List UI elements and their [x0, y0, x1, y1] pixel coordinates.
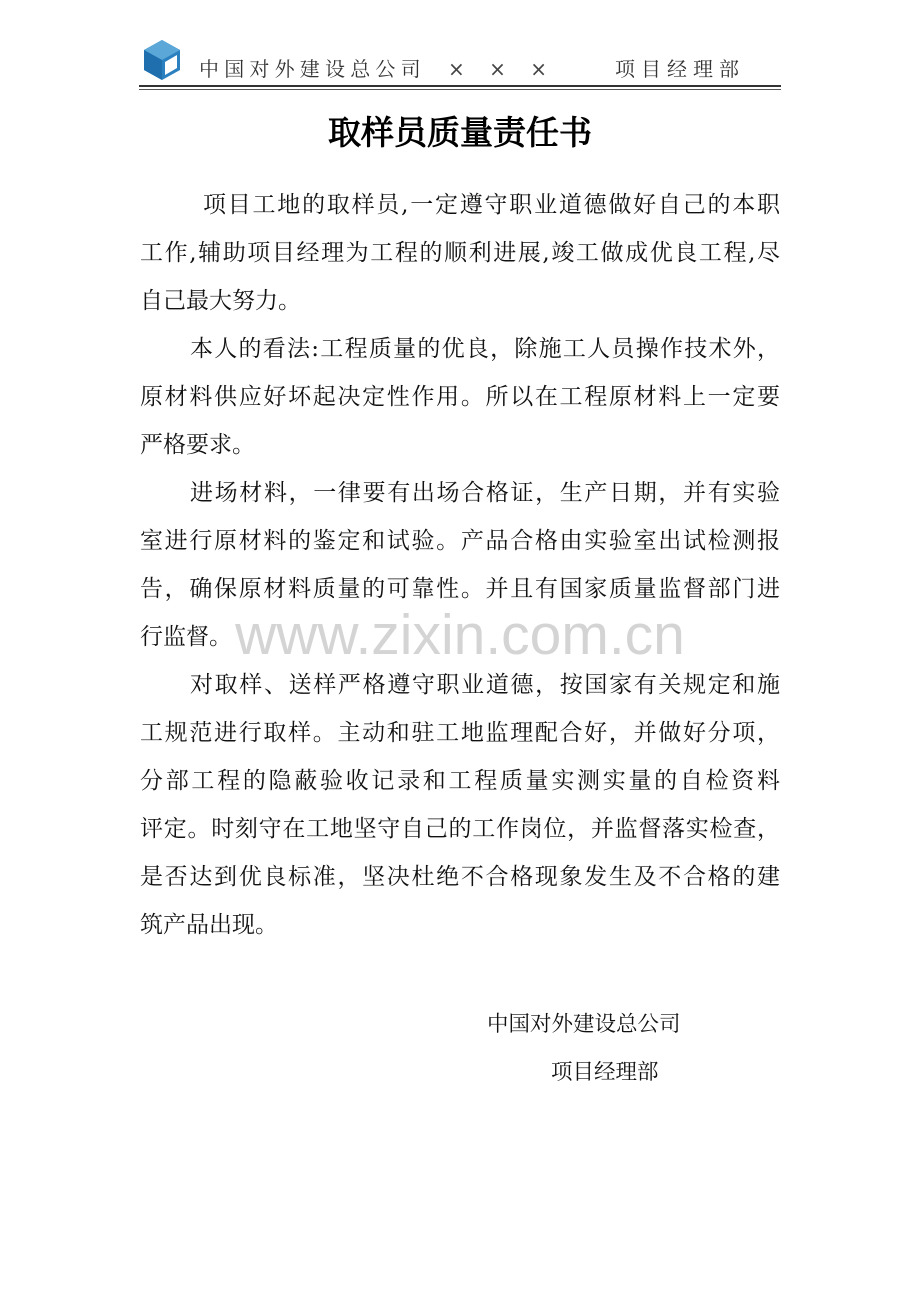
watermark: www.zixin.com.cn: [235, 603, 685, 667]
paragraph-1: [140, 181, 780, 325]
signature-company: 中国对外建设总公司: [487, 1012, 681, 1037]
signature-department: 项目经理部: [551, 1060, 659, 1085]
document-title: 取样员质量责任书: [328, 113, 592, 152]
header-rule-thin: [139, 89, 781, 90]
paragraph-line: 严格要求。: [140, 432, 255, 458]
paragraph-line: 工作,辅助项目经理为工程的顺利进展,竣工做成优良工程,尽: [140, 240, 780, 266]
document-body: [140, 181, 780, 949]
paragraph-line: 筑产品出现。: [140, 912, 278, 938]
header-department: 项目经理部: [615, 57, 745, 81]
paragraph-line: 是否达到优良标准，坚决杜绝不合格现象发生及不合格的建: [140, 864, 780, 890]
paragraph-line: 室进行原材料的鉴定和试验。产品合格由实验室出试检测报: [140, 528, 780, 554]
header-placeholder-marks: × × ×: [448, 57, 553, 81]
paragraph-line: 进场材料，一律要有出场合格证，生产日期，并有实验: [190, 480, 780, 506]
paragraph-line: 原材料供应好坏起决定性作用。所以在工程原材料上一定要: [140, 384, 780, 410]
page-header: [0, 0, 920, 96]
paragraph-4: [140, 661, 780, 949]
paragraph-line: 评定。时刻守在工地坚守自己的工作岗位，并监督落实检查，: [140, 816, 780, 842]
paragraph-line: 自己最大努力。: [140, 288, 301, 314]
cube-logo-icon: [142, 39, 182, 81]
paragraph-line: 行监督。: [140, 624, 232, 650]
paragraph-2: [140, 325, 780, 469]
paragraph-3: [140, 469, 780, 661]
paragraph-line: 本人的看法:工程质量的优良，除施工人员操作技术外，: [190, 336, 780, 362]
paragraph-line: 告，确保原材料质量的可靠性。并且有国家质量监督部门进: [140, 576, 780, 602]
paragraph-line: 工规范进行取样。主动和驻工地监理配合好，并做好分项，: [140, 720, 780, 746]
paragraph-line: 对取样、送样严格遵守职业道德，按国家有关规定和施: [190, 672, 780, 698]
paragraph-line: 项目工地的取样员,一定遵守职业道德做好自己的本职: [203, 192, 780, 218]
paragraph-line: 分部工程的隐蔽验收记录和工程质量实测实量的自检资料: [140, 768, 780, 794]
header-company-name: 中国对外建设总公司: [199, 57, 426, 81]
header-rule-thick: [139, 85, 781, 87]
